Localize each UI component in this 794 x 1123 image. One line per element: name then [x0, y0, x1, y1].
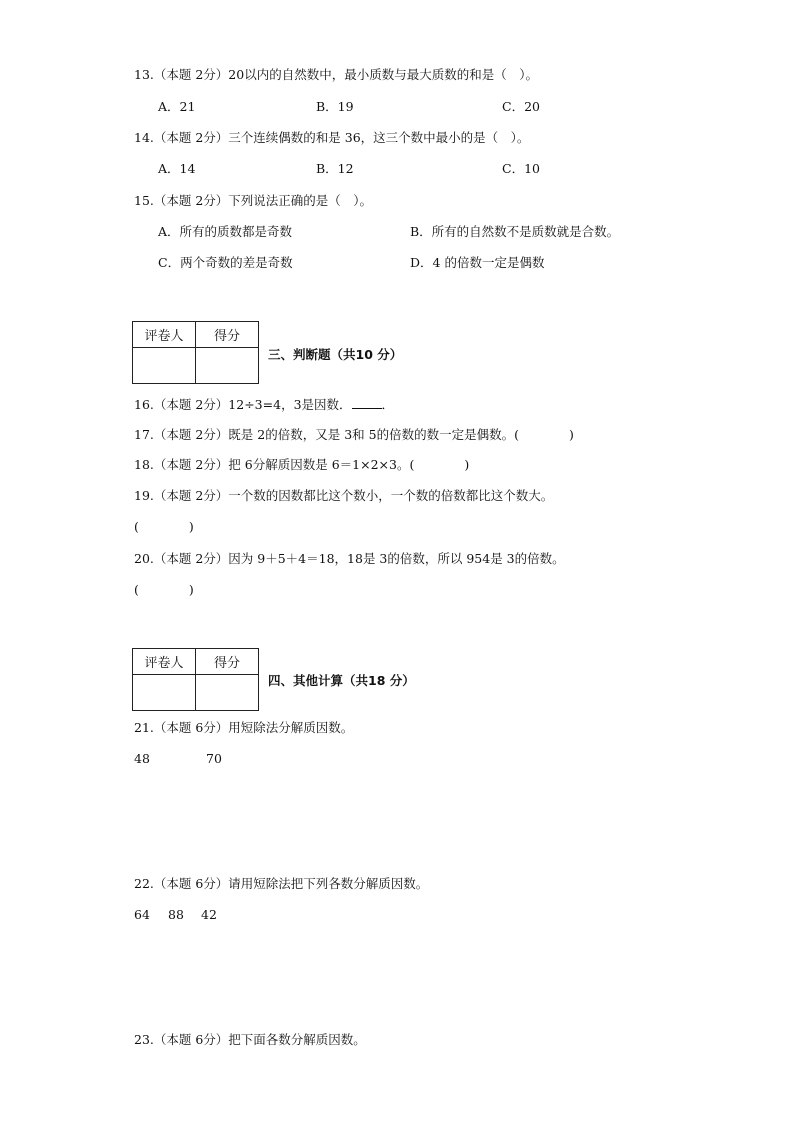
question-15-option-c: C．两个奇数的差是奇数	[158, 255, 293, 270]
question-13-option-c: C．20	[502, 99, 540, 114]
score-cell[interactable]	[196, 348, 259, 384]
score-header: 得分	[196, 322, 259, 348]
question-15-option-d: D．4 的倍数一定是偶数	[410, 255, 545, 270]
question-21-number-2: 70	[206, 751, 222, 766]
section-4-title: 四、其他计算（共18 分）	[268, 673, 415, 688]
question-15-option-a: A．所有的质数都是奇数	[158, 224, 293, 239]
question-21-number-1: 48	[134, 751, 150, 766]
reviewer-cell[interactable]	[133, 348, 196, 384]
question-22: 22.（本题 6分）请用短除法把下列各数分解质因数。	[134, 876, 429, 891]
question-16-text: 16.（本题 2分）12÷3=4，3是因数．	[134, 397, 352, 412]
score-header: 得分	[196, 649, 259, 675]
question-20-answer-paren[interactable]: ( )	[134, 582, 194, 597]
question-19-answer-paren[interactable]: ( )	[134, 519, 194, 534]
question-13-stem: 13.（本题 2分）20以内的自然数中，最小质数与最大质数的和是（ ）。	[134, 67, 538, 82]
score-table-section-4	[132, 648, 259, 711]
reviewer-cell[interactable]	[133, 675, 196, 711]
question-18: 18.（本题 2分）把 6分解质因数是 6＝1×2×3。( )	[134, 457, 470, 472]
question-20: 20.（本题 2分）因为 9＋5＋4＝18，18是 3的倍数，所以 954是 3的倍数。	[134, 551, 565, 566]
question-14-option-b: B．12	[316, 161, 354, 176]
question-21: 21.（本题 6分）用短除法分解质因数。	[134, 720, 354, 735]
question-14-stem: 14.（本题 2分）三个连续偶数的和是 36，这三个数中最小的是（ ）。	[134, 130, 530, 145]
question-13-option-b: B．19	[316, 99, 354, 114]
answer-blank[interactable]	[352, 396, 382, 409]
question-13-option-a: A．21	[158, 99, 196, 114]
question-22-number-3: 42	[201, 907, 217, 922]
question-15-stem: 15.（本题 2分）下列说法正确的是（ ）。	[134, 193, 373, 208]
question-15-option-b: B．所有的自然数不是质数就是合数。	[410, 224, 620, 239]
question-17: 17.（本题 2分）既是 2的倍数，又是 3和 5的倍数的数一定是偶数。( )	[134, 427, 574, 442]
question-14-option-a: A．14	[158, 161, 196, 176]
question-22-number-2: 88	[168, 907, 184, 922]
reviewer-header: 评卷人	[133, 322, 196, 348]
question-23: 23.（本题 6分）把下面各数分解质因数。	[134, 1032, 366, 1047]
score-cell[interactable]	[196, 675, 259, 711]
section-3-title: 三、判断题（共10 分）	[268, 347, 403, 362]
score-table-section-3	[132, 321, 259, 384]
question-16-end: ．	[381, 397, 395, 412]
question-22-number-1: 64	[134, 907, 150, 922]
reviewer-header: 评卷人	[133, 649, 196, 675]
question-19: 19.（本题 2分）一个数的因数都比这个数小，一个数的倍数都比这个数大。	[134, 488, 554, 503]
question-14-option-c: C．10	[502, 161, 540, 176]
question-16	[134, 396, 394, 413]
